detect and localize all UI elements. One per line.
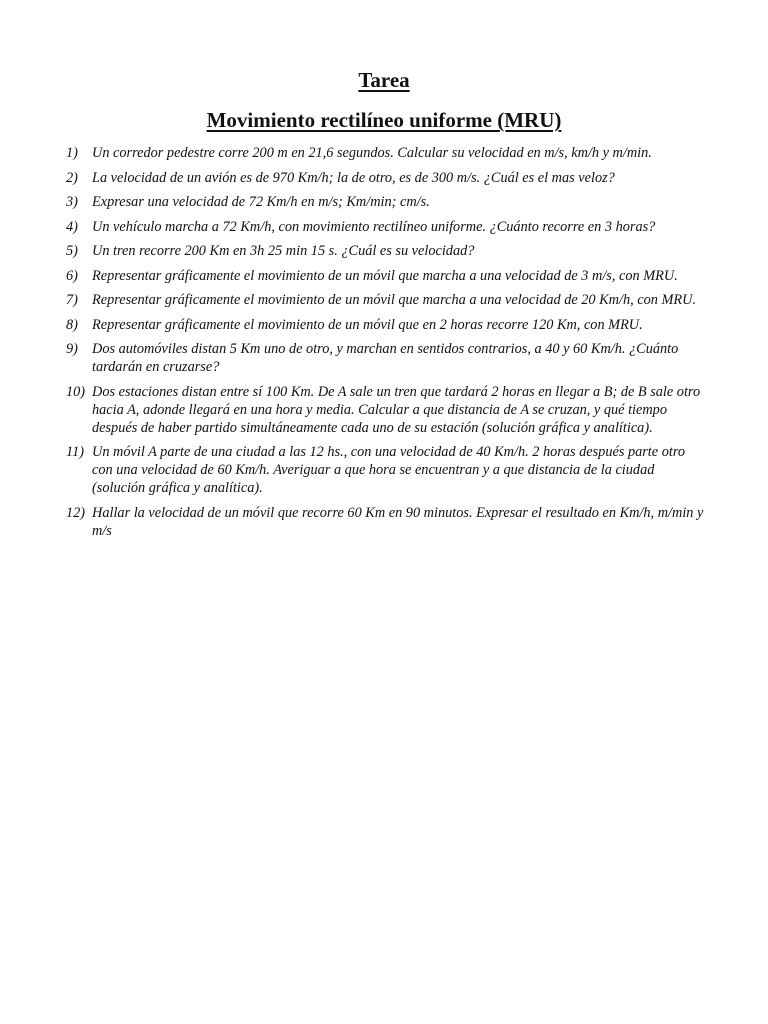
exercise-item-8 <box>66 316 706 334</box>
exercise-text: Hallar la velocidad de un móvil que recorre 60 Km en 90 minutos. Expresar el resultado en Km/h, m/min y m/s <box>92 504 704 539</box>
exercise-number: 2) <box>66 169 78 186</box>
document-title: Tarea <box>358 68 410 92</box>
exercise-number: 8) <box>66 316 78 333</box>
exercise-item-9 <box>66 340 706 376</box>
exercise-text: Un corredor pedestre corre 200 m en 21,6 segundos. Calcular su velocidad en m/s, km/h y m/min. <box>92 145 652 161</box>
exercise-item-10 <box>66 383 706 437</box>
exercise-text: Representar gráficamente el movimiento de un móvil que en 2 horas recorre 120 Km, con MRU. <box>92 316 643 333</box>
exercise-item-11 <box>66 443 706 497</box>
exercise-number: 3) <box>66 194 78 210</box>
exercise-number: 10) <box>66 383 86 400</box>
exercise-number: 11) <box>66 444 84 460</box>
exercise-item-4 <box>66 218 706 236</box>
exercise-text: Dos estaciones distan entre sí 100 Km. De A sale un tren que tardará 2 horas en llegar a B; de B sale otro hacia A, adonde llegará en una hora y media. Calcular a que distancia de A se cruzan, y qué tiempo después de haber partido simultáneamente cada uno de su estación (solución gráfica y analítica). <box>92 383 701 436</box>
exercise-text: La velocidad de un avión es de 970 Km/h; la de otro, es de 300 m/s. ¿Cuál es el mas veloz? <box>92 169 615 186</box>
document-subtitle: Movimiento rectilíneo uniforme (MRU) <box>206 108 562 132</box>
exercise-item-7 <box>66 291 706 309</box>
exercise-number: 7) <box>66 292 78 308</box>
exercise-number: 4) <box>66 218 78 235</box>
exercise-text: Un tren recorre 200 Km en 3h 25 min 15 s. ¿Cuál es su velocidad? <box>92 243 475 259</box>
exercise-text: Expresar una velocidad de 72 Km/h en m/s; Km/min; cm/s. <box>92 194 430 210</box>
exercise-number: 1) <box>66 145 78 161</box>
exercise-list <box>66 144 706 546</box>
exercise-number: 12) <box>66 504 86 521</box>
exercise-item-5 <box>66 242 706 260</box>
exercise-item-2 <box>66 169 706 187</box>
exercise-text: Un móvil A parte de una ciudad a las 12 hs., con una velocidad de 40 Km/h. 2 horas después parte otro con una velocidad de 60 Km/h. Averiguar a que hora se encuentran y a que distancia de la ciudad (solución gráfica y analítica). <box>92 444 686 496</box>
exercise-number: 6) <box>66 267 78 284</box>
exercise-item-1 <box>66 144 706 162</box>
exercise-item-3 <box>66 193 706 211</box>
exercise-text: Un vehículo marcha a 72 Km/h, con movimiento rectilíneo uniforme. ¿Cuánto recorre en 3 horas? <box>92 218 656 235</box>
exercise-item-6 <box>66 267 706 285</box>
exercise-number: 5) <box>66 243 78 259</box>
exercise-text: Dos automóviles distan 5 Km uno de otro, y marchan en sentidos contrarios, a 40 y 60 Km/h. ¿Cuánto tardarán en cruzarse? <box>92 341 679 375</box>
exercise-number: 9) <box>66 341 78 357</box>
exercise-text: Representar gráficamente el movimiento de un móvil que marcha a una velocidad de 20 Km/h, con MRU. <box>92 292 697 308</box>
exercise-text: Representar gráficamente el movimiento de un móvil que marcha a una velocidad de 3 m/s, con MRU. <box>92 267 678 284</box>
exercise-item-12 <box>66 504 706 540</box>
